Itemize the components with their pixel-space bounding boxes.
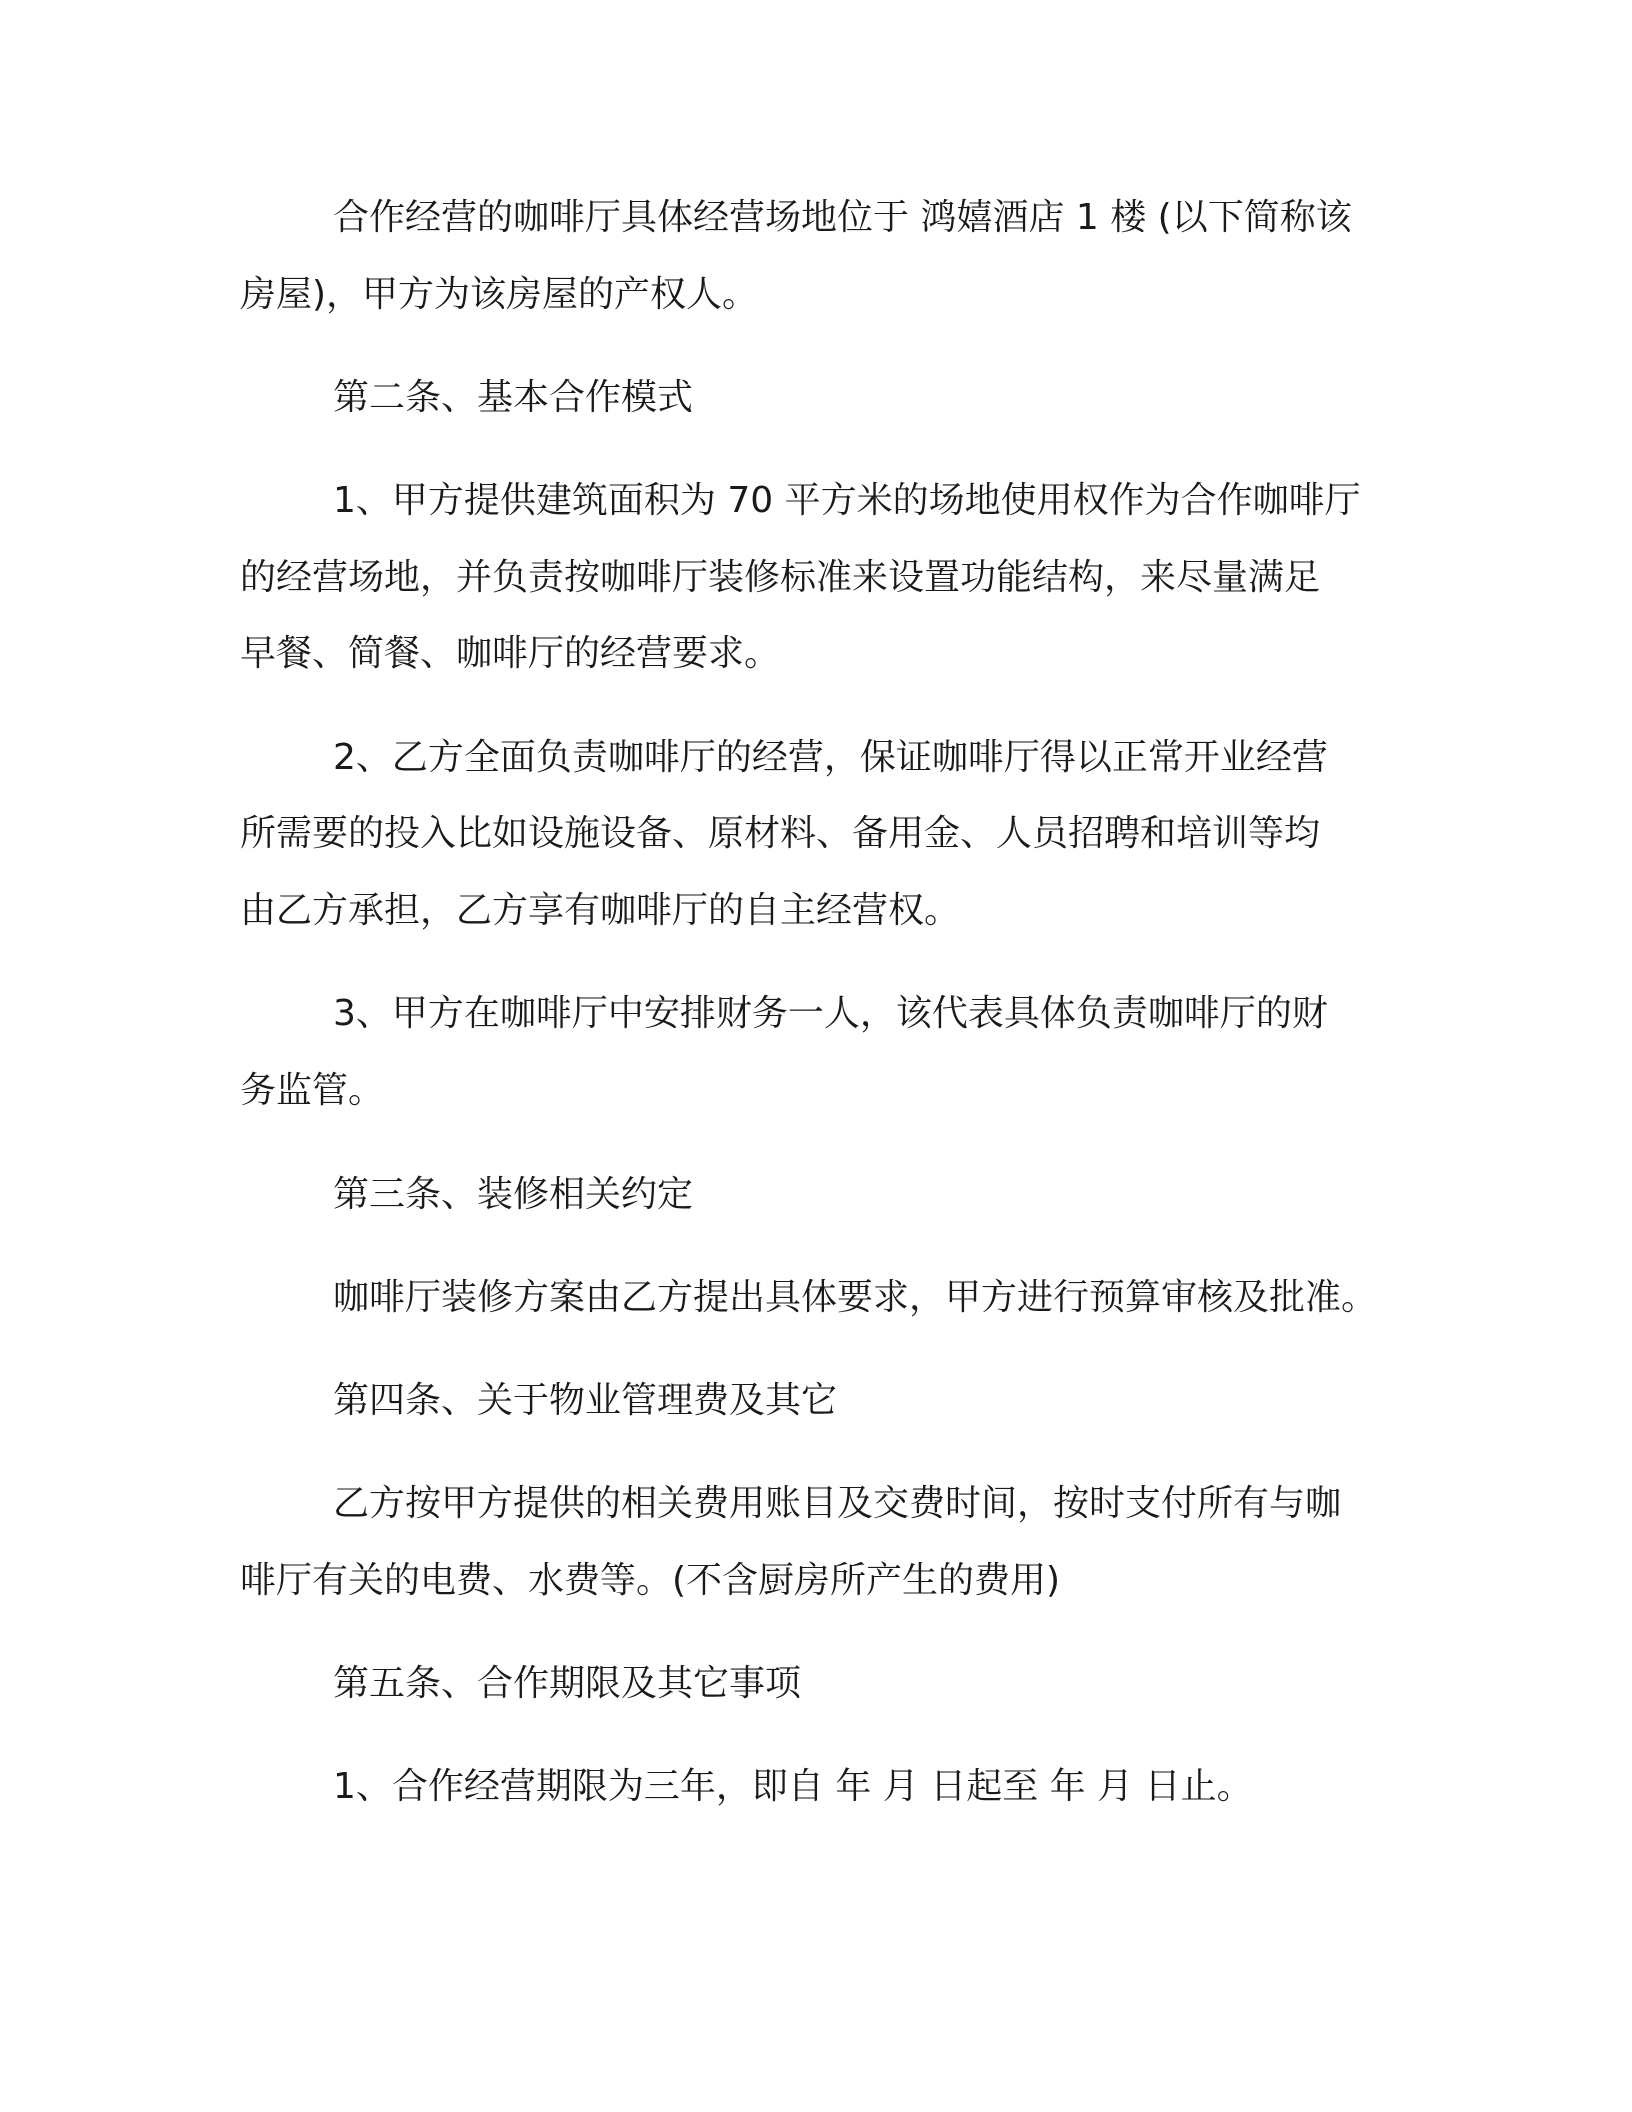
article-3-heading: 第三条、装修相关约定 xyxy=(333,1174,694,1215)
paragraph-venue-line-1: 合作经营的咖啡厅具体经营场地位于 鸿嬉酒店 1 楼 (以下简称该 xyxy=(333,197,1352,238)
article-3-body: 咖啡厅装修方案由乙方提出具体要求，甲方进行预算审核及批准。 xyxy=(333,1277,1378,1318)
article-2-heading: 第二条、基本合作模式 xyxy=(333,377,694,418)
clause-2-3-line-2: 务监管。 xyxy=(240,1070,385,1111)
clause-5-1: 1、合作经营期限为三年，即自 年 月 日起至 年 月 日止。 xyxy=(333,1766,1253,1807)
clause-2-1-line-2: 的经营场地，并负责按咖啡厅装修标准来设置功能结构，来尽量满足 xyxy=(240,557,1321,598)
article-4-body-line-2: 啡厅有关的电费、水费等。(不含厨房所产生的费用) xyxy=(240,1560,1061,1601)
article-5-heading: 第五条、合作期限及其它事项 xyxy=(333,1663,802,1704)
paragraph-venue-line-2: 房屋)，甲方为该房屋的产权人。 xyxy=(240,274,759,315)
clause-2-2-line-2: 所需要的投入比如设施设备、原材料、备用金、人员招聘和培训等均 xyxy=(240,813,1321,854)
clause-2-1-line-1: 1、甲方提供建筑面积为 70 平方米的场地使用权作为合作咖啡厅 xyxy=(333,480,1361,521)
clause-2-2-line-3: 由乙方承担，乙方享有咖啡厅的自主经营权。 xyxy=(240,890,961,931)
clause-2-1-line-3: 早餐、简餐、咖啡厅的经营要求。 xyxy=(240,633,781,674)
clause-2-2-line-1: 2、乙方全面负责咖啡厅的经营，保证咖啡厅得以正常开业经营 xyxy=(333,737,1328,778)
article-4-heading: 第四条、关于物业管理费及其它 xyxy=(333,1380,838,1421)
article-4-body-line-1: 乙方按甲方提供的相关费用账目及交费时间，按时支付所有与咖 xyxy=(333,1483,1342,1524)
clause-2-3-line-1: 3、甲方在咖啡厅中安排财务一人，该代表具体负责咖啡厅的财 xyxy=(333,993,1328,1034)
